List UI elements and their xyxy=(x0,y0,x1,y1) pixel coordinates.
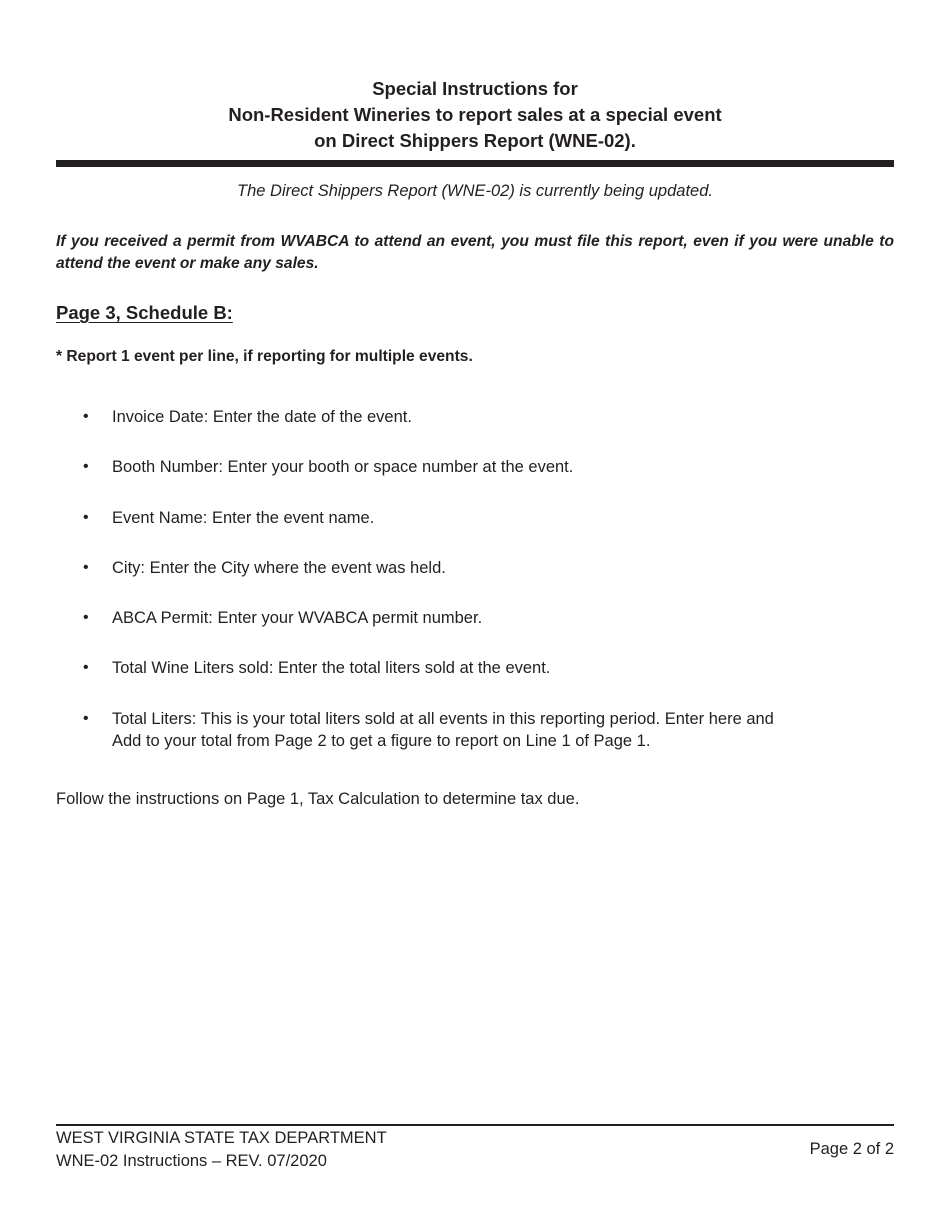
bullet-icon: • xyxy=(83,609,89,626)
follow-instructions-text: Follow the instructions on Page 1, Tax Calculation to determine tax due. xyxy=(56,790,580,808)
document-title xyxy=(56,76,894,154)
section-heading: Page 3, Schedule B: xyxy=(56,302,233,323)
footer-divider xyxy=(56,1124,894,1126)
footer-info xyxy=(56,1127,387,1173)
bullet-icon: • xyxy=(83,458,89,475)
list-item-text: Total Wine Liters sold: Enter the total liters sold at the event. xyxy=(112,659,551,677)
bullet-icon: • xyxy=(83,509,89,526)
update-notice: The Direct Shippers Report (WNE-02) is currently being updated. xyxy=(237,182,713,200)
bullet-icon: • xyxy=(83,559,89,576)
list-item-text: Invoice Date: Enter the date of the event. xyxy=(112,408,412,426)
permit-filing-note: If you received a permit from WVABCA to attend an event, you must file this report, even if you were unable to attend the event or make any sales. xyxy=(56,233,894,272)
list-item-text: Event Name: Enter the event name. xyxy=(112,509,375,527)
footer-form-revision: WNE-02 Instructions – REV. 07/2020 xyxy=(56,1152,327,1170)
title-line-3: on Direct Shippers Report (WNE-02). xyxy=(314,130,636,151)
list-item-text: Total Liters: This is your total liters sold at all events in this reporting period. Enter here and Add to your total from Page 2 to get a figure to report on Line 1 of Page 1. xyxy=(112,710,774,750)
title-line-1: Special Instructions for xyxy=(372,78,578,99)
section-note: * Report 1 event per line, if reporting for multiple events. xyxy=(56,348,473,365)
list-item-text: Booth Number: Enter your booth or space number at the event. xyxy=(112,458,574,476)
title-divider xyxy=(56,160,894,167)
bullet-icon: • xyxy=(83,710,89,727)
list-item-text: City: Enter the City where the event was held. xyxy=(112,559,446,577)
page-number: Page 2 of 2 xyxy=(809,1140,894,1158)
bullet-icon: • xyxy=(83,659,89,676)
bullet-icon: • xyxy=(83,408,89,425)
list-item-text: ABCA Permit: Enter your WVABCA permit number. xyxy=(112,609,483,627)
title-line-2: Non-Resident Wineries to report sales at a special event xyxy=(228,104,722,125)
footer-department: WEST VIRGINIA STATE TAX DEPARTMENT xyxy=(56,1129,387,1147)
